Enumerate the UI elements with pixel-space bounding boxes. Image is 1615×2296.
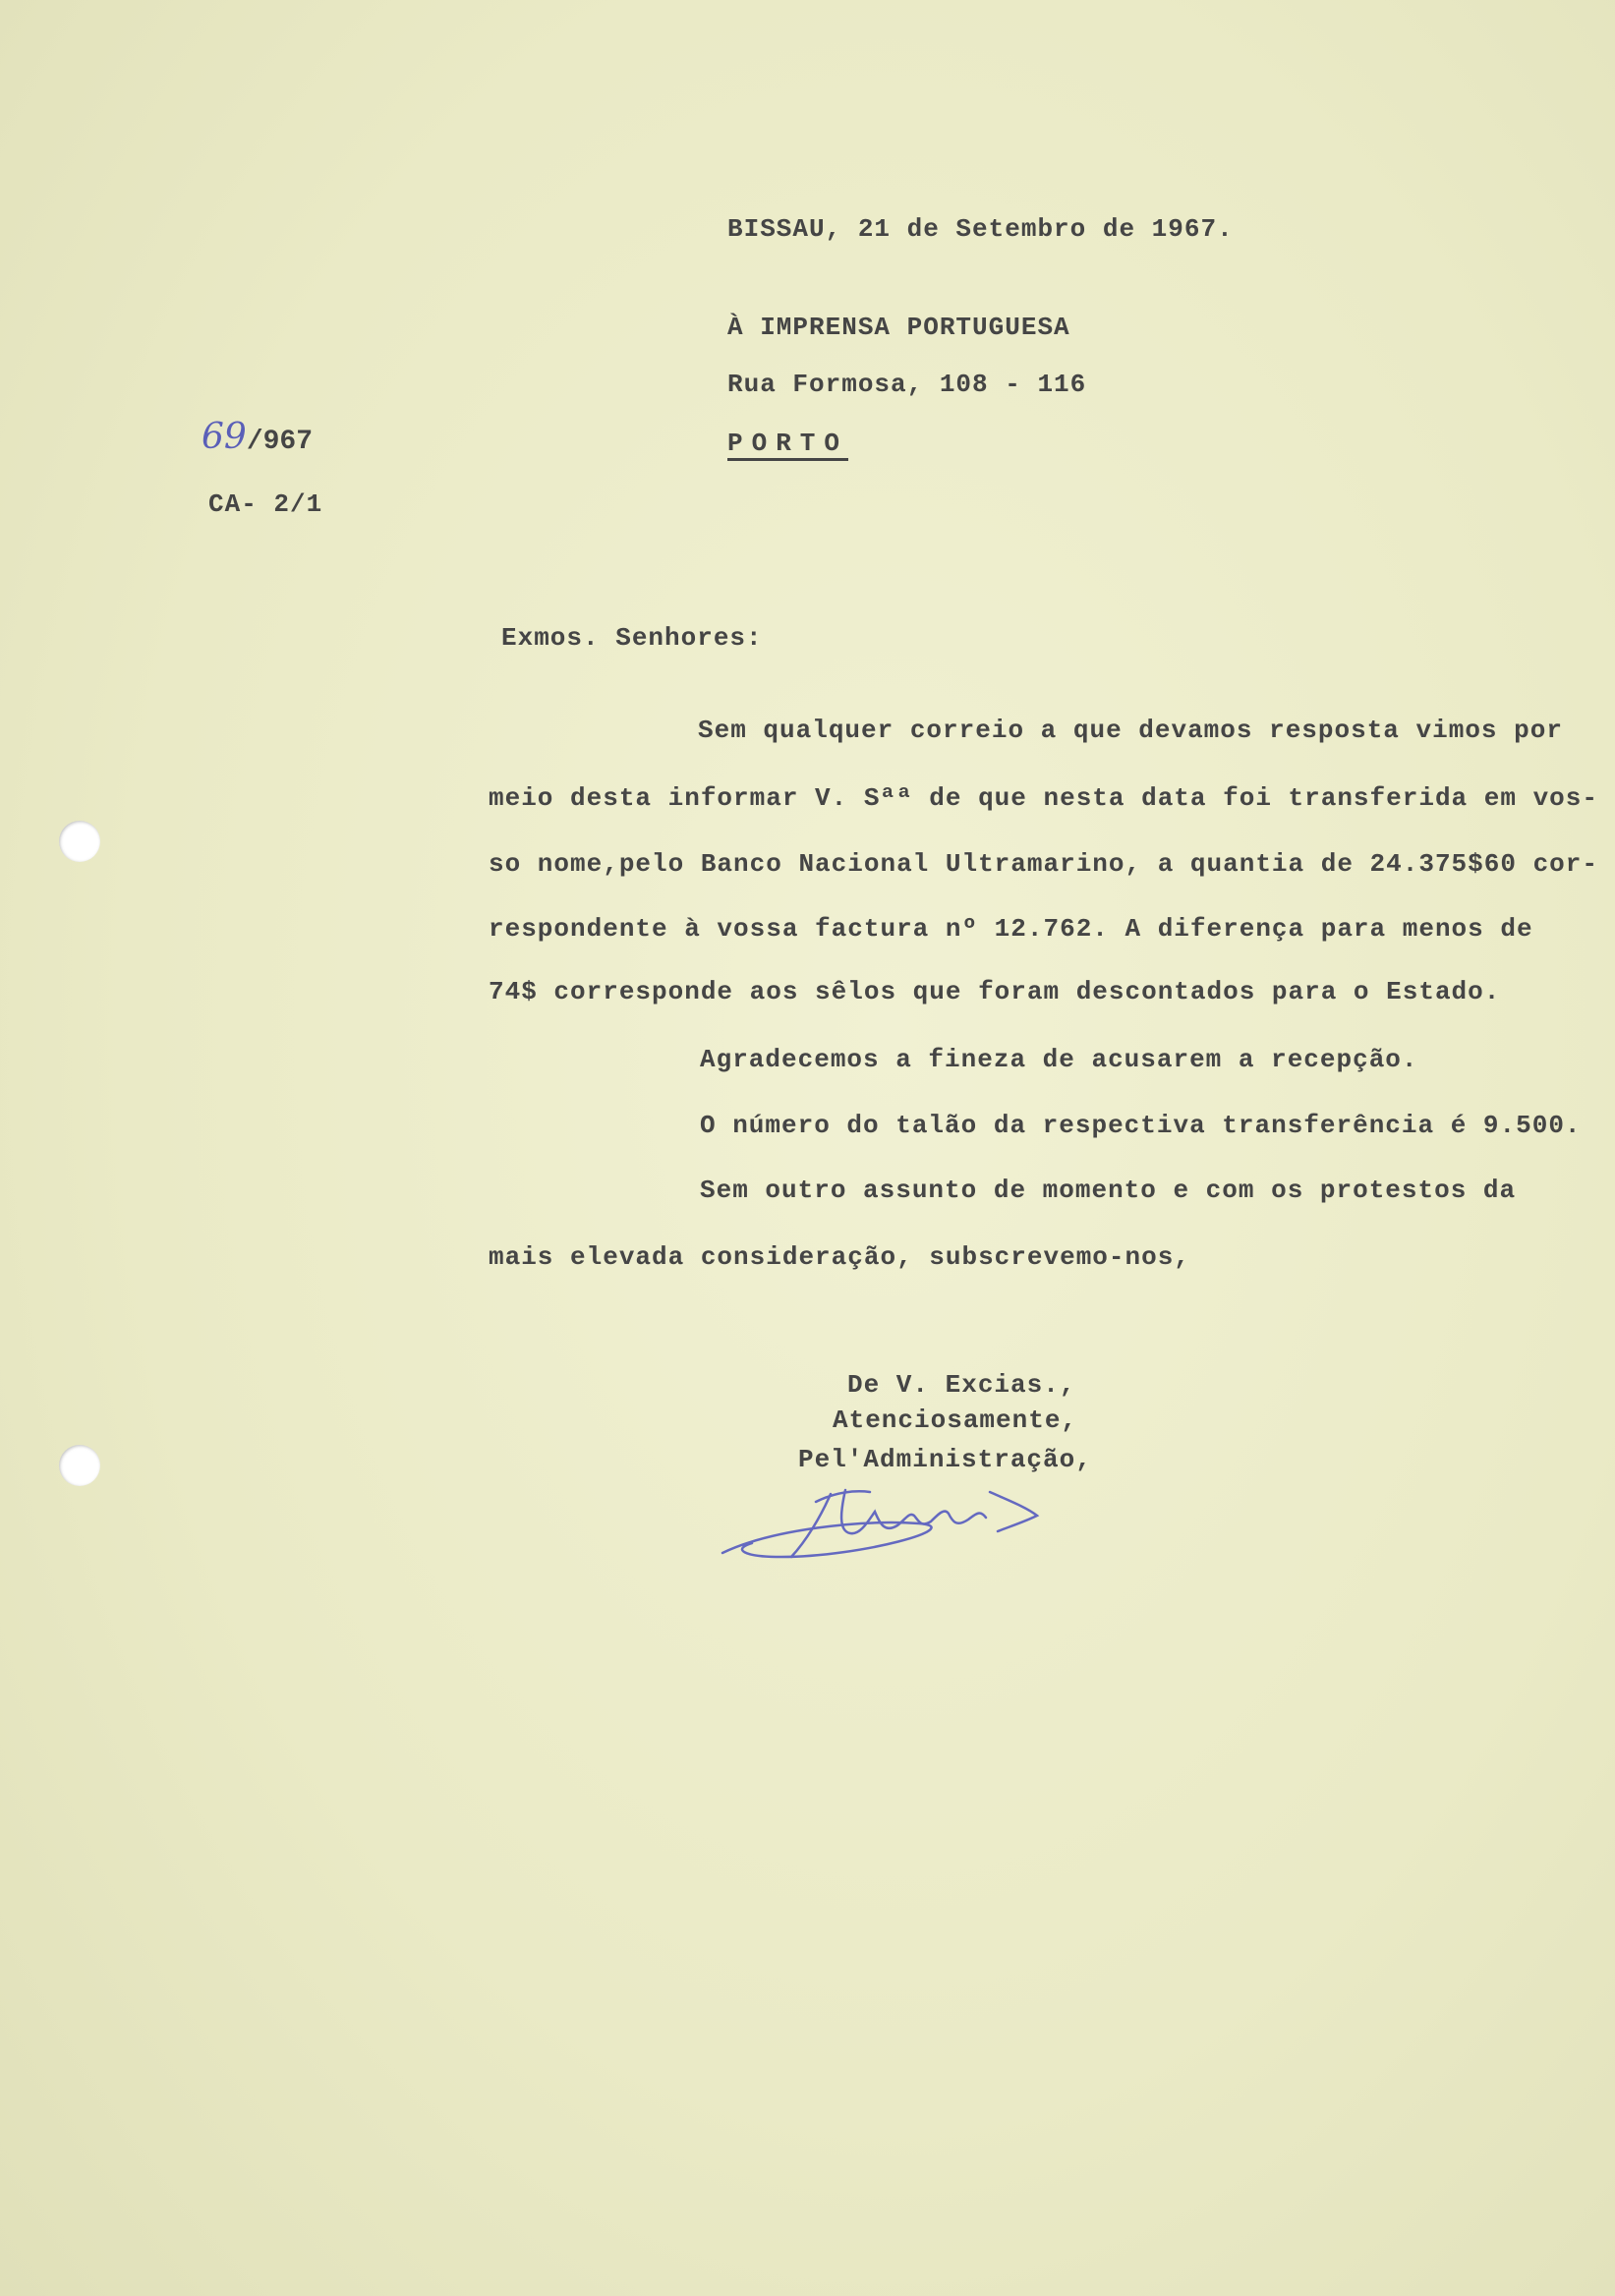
closing-line: Atenciosamente,	[833, 1406, 1078, 1435]
handwritten-reference-number: 69	[202, 417, 247, 457]
recipient-address: Rua Formosa, 108 - 116	[727, 370, 1087, 399]
body-line: Sem outro assunto de momento e com os protestos da	[700, 1176, 1517, 1205]
punch-hole-top	[59, 821, 100, 862]
closing-line: De V. Excias.,	[847, 1370, 1076, 1400]
body-line: 74$ corresponde aos sêlos que foram descontados para o Estado.	[489, 977, 1501, 1006]
recipient-city: PORTO	[727, 429, 849, 458]
body-line: so nome,pelo Banco Nacional Ultramarino, a quantia de 24.375$60 cor-	[489, 849, 1598, 879]
body-line: meio desta informar V. Sªª de que nesta data foi transferida em vos-	[489, 783, 1598, 813]
punch-hole-bottom	[59, 1445, 100, 1486]
closing-line: Pel'Administração,	[798, 1445, 1092, 1474]
handwritten-signature	[713, 1463, 1145, 1571]
body-line: Agradecemos a fineza de acusarem a recepção.	[700, 1045, 1418, 1074]
recipient-name: À IMPRENSA PORTUGUESA	[727, 313, 1070, 342]
body-line: O número do talão da respectiva transferência é 9.500.	[700, 1111, 1582, 1140]
date-line: BISSAU, 21 de Setembro de 1967.	[727, 214, 1234, 244]
body-line: respondente à vossa factura nº 12.762. A diferença para menos de	[489, 914, 1533, 944]
reference-year: /967	[246, 427, 314, 457]
body-line: mais elevada consideração, subscrevemo-nos,	[489, 1242, 1190, 1272]
reference-number	[202, 417, 313, 457]
reference-code: CA- 2/1	[208, 489, 323, 519]
salutation: Exmos. Senhores:	[501, 623, 763, 653]
body-line: Sem qualquer correio a que devamos resposta vimos por	[698, 716, 1563, 745]
